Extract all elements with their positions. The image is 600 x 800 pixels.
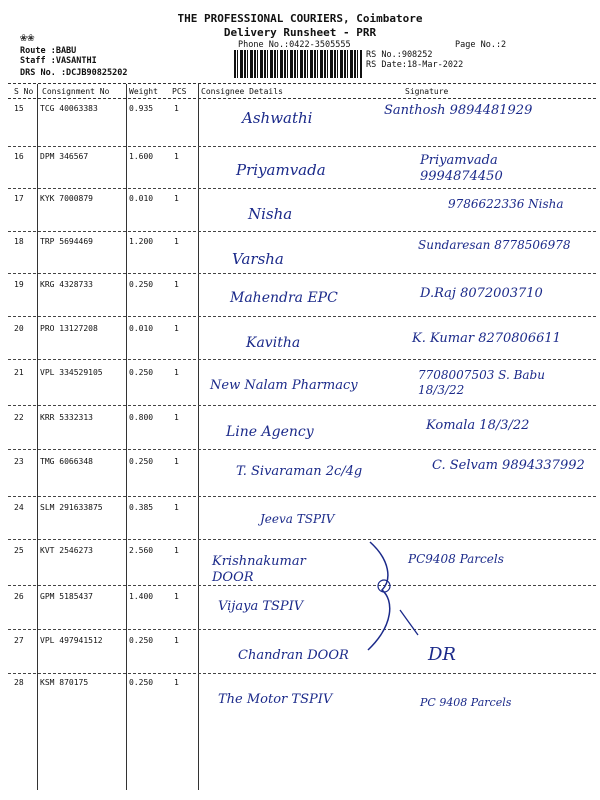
cell-weight: 0.250 <box>129 457 154 466</box>
cell-sno: 18 <box>14 237 24 246</box>
handwritten-consignee: Varsha <box>232 250 284 268</box>
cell-pcs: 1 <box>174 457 179 466</box>
cell-consignment: VPL 334529105 <box>40 368 103 377</box>
handwritten-consignee: Krishnakumar DOOR <box>212 554 306 585</box>
cell-pcs: 1 <box>174 237 179 246</box>
signature-image: 9786622336 Nisha <box>448 197 564 211</box>
cell-pcs: 1 <box>174 546 179 555</box>
signature-image: D.Raj 8072003710 <box>420 286 543 301</box>
col-pcs: PCS <box>172 87 187 96</box>
courier-logo-icon: ❀❀ <box>20 30 35 44</box>
signature-image: Priyamvada 9994874450 <box>420 153 503 184</box>
cell-weight: 0.800 <box>129 413 154 422</box>
cell-consignment: TMG 6066348 <box>40 457 93 466</box>
page-number: Page No.:2 <box>455 40 507 50</box>
cell-sno: 26 <box>14 592 24 601</box>
handwritten-consignee: Ashwathi <box>242 109 313 127</box>
cell-sno: 15 <box>14 104 24 113</box>
staff-label: Staff :VASANTHI <box>20 56 97 66</box>
cell-consignment: KRG 4328733 <box>40 280 93 289</box>
cell-pcs: 1 <box>174 413 179 422</box>
pen-bracket-mark <box>360 540 420 660</box>
signature-image: K. Kumar 8270806611 <box>412 331 561 346</box>
cell-weight: 0.385 <box>129 503 154 512</box>
table-row <box>0 99 600 149</box>
handwritten-consignee: Chandran DOOR <box>238 648 349 663</box>
signature-image: C. Selvam 9894337992 <box>432 458 585 473</box>
signature-image: Santhosh 9894481929 <box>384 103 533 118</box>
cell-pcs: 1 <box>174 678 179 687</box>
cell-sno: 16 <box>14 152 24 161</box>
cell-consignment: KVT 2546273 <box>40 546 93 555</box>
cell-consignment: DPM 346567 <box>40 152 89 161</box>
cell-consignment: TCG 40063383 <box>40 104 98 113</box>
cell-consignment: PRO 13127208 <box>40 324 98 333</box>
cell-weight: 1.400 <box>129 592 154 601</box>
handwritten-consignee: Line Agency <box>226 424 314 440</box>
cell-consignment: TRP 5694469 <box>40 237 93 246</box>
cell-weight: 1.200 <box>129 237 154 246</box>
cell-pcs: 1 <box>174 636 179 645</box>
signature-image: PC9408 Parcels <box>408 552 504 566</box>
handwritten-consignee: Priyamvada <box>236 161 326 179</box>
cell-sno: 21 <box>14 368 24 377</box>
col-consignee: Consignee Details <box>201 87 283 96</box>
cell-sno: 24 <box>14 503 24 512</box>
signature-image: 7708007503 S. Babu 18/3/22 <box>418 368 545 397</box>
cell-sno: 27 <box>14 636 24 645</box>
cell-sno: 25 <box>14 546 24 555</box>
cell-sno: 19 <box>14 280 24 289</box>
cell-consignment: KRR 5332313 <box>40 413 93 422</box>
cell-weight: 0.250 <box>129 678 154 687</box>
sheet-title: Delivery Runsheet - PRR <box>223 26 377 39</box>
cell-sno: 28 <box>14 678 24 687</box>
cell-pcs: 1 <box>174 592 179 601</box>
handwritten-consignee: The Motor TSPIV <box>218 692 333 707</box>
header-top-rule <box>8 83 596 84</box>
cell-pcs: 1 <box>174 152 179 161</box>
handwritten-consignee: New Nalam Pharmacy <box>210 378 358 393</box>
cell-consignment: VPL 497941512 <box>40 636 103 645</box>
handwritten-consignee: Jeeva TSPIV <box>260 512 335 526</box>
cell-weight: 0.935 <box>129 104 154 113</box>
signature-image: DR <box>428 644 456 665</box>
col-weight: Weight <box>129 87 158 96</box>
cell-consignment: KSM 870175 <box>40 678 89 687</box>
cell-consignment: SLM 291633875 <box>40 503 103 512</box>
cell-consignment: KYK 7000879 <box>40 194 93 203</box>
cell-pcs: 1 <box>174 194 179 203</box>
cell-weight: 0.010 <box>129 194 154 203</box>
cell-pcs: 1 <box>174 104 179 113</box>
cell-consignment: GPM 5185437 <box>40 592 93 601</box>
runsheet-table <box>0 99 600 794</box>
cell-weight: 0.250 <box>129 368 154 377</box>
handwritten-consignee: Nisha <box>248 205 293 223</box>
cell-weight: 0.250 <box>129 280 154 289</box>
col-signature: Signature <box>405 87 449 96</box>
table-row <box>0 360 600 410</box>
cell-pcs: 1 <box>174 280 179 289</box>
barcode-image <box>234 50 362 78</box>
cell-sno: 22 <box>14 413 24 422</box>
cell-sno: 17 <box>14 194 24 203</box>
table-row <box>0 674 600 724</box>
handwritten-consignee: T. Sivaraman 2c/4g <box>236 464 363 479</box>
signature-image: Sundaresan 8778506978 <box>418 238 571 252</box>
handwritten-consignee: Mahendra EPC <box>230 290 338 306</box>
company-title: THE PROFESSIONAL COURIERS, Coimbatore <box>177 12 423 25</box>
signature-image: PC 9408 Parcels <box>420 696 512 709</box>
cell-weight: 1.600 <box>129 152 154 161</box>
cell-pcs: 1 <box>174 503 179 512</box>
cell-weight: 0.010 <box>129 324 154 333</box>
handwritten-consignee: Vijaya TSPIV <box>218 599 304 614</box>
rs-date: RS Date:18-Mar-2022 <box>366 60 464 70</box>
table-row <box>0 540 600 590</box>
handwritten-consignee: Kavitha <box>246 335 301 351</box>
cell-weight: 2.560 <box>129 546 154 555</box>
route-label: Route :BABU <box>20 46 77 56</box>
cell-weight: 0.250 <box>129 636 154 645</box>
cell-pcs: 1 <box>174 368 179 377</box>
col-sno: S No <box>14 87 34 96</box>
phone-number: Phone No.:0422-3505555 <box>238 40 351 50</box>
cell-pcs: 1 <box>174 324 179 333</box>
cell-sno: 23 <box>14 457 24 466</box>
rs-number: RS No.:908252 <box>366 50 433 60</box>
signature-image: Komala 18/3/22 <box>426 418 530 433</box>
drs-number: DRS No. :DCJB90825202 <box>20 68 128 78</box>
col-consignment: Consignment No <box>42 87 110 96</box>
table-row <box>0 450 600 500</box>
cell-sno: 20 <box>14 324 24 333</box>
